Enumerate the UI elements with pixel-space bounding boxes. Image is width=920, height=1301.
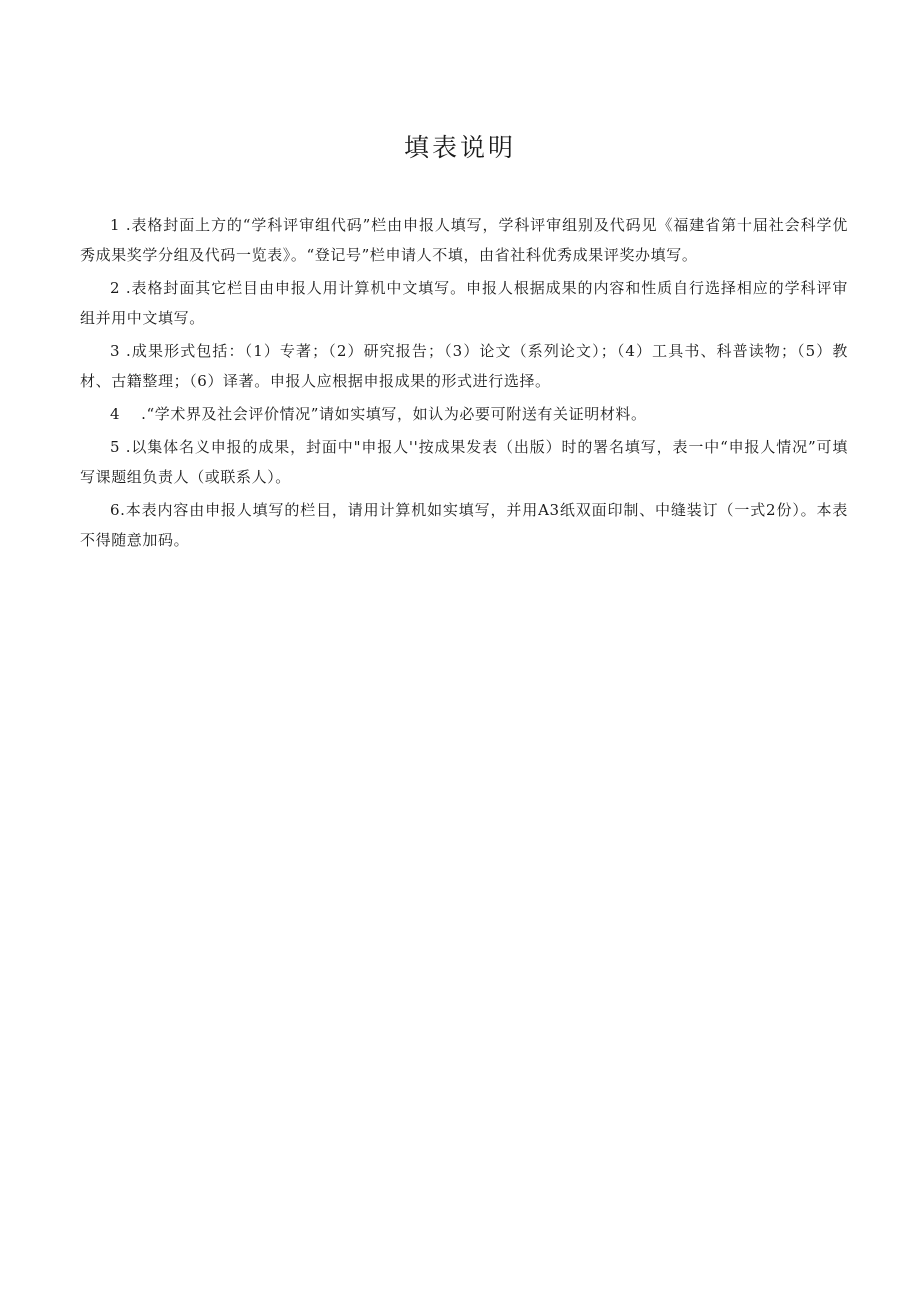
instruction-number: 2 [110,279,121,297]
instruction-text: .以集体名义申报的成果，封面中"申报人''按成果发表（出版）时的署名填写，表一中“申报人情况”可填写课题组负责人（或联系人）。 [80,438,848,486]
instruction-text: .表格封面其它栏目由申报人用计算机中文填写。申报人根据成果的内容和性质自行选择相应的学科评审组并用中文填写。 [80,279,848,327]
instruction-item-5 [80,432,848,492]
instruction-number: 4 [110,405,121,423]
instruction-item-2 [80,273,848,333]
instruction-item-3 [80,336,848,396]
instruction-text: .成果形式包括：（1）专著；（2）研究报告；（3）论文（系列论文）；（4）工具书、科普读物；（5）教材、古籍整理；（6）译著。申报人应根据申报成果的形式进行选择。 [80,342,848,390]
page-title: 填表说明 [403,133,516,162]
instruction-text: .“学术界及社会评价情况”请如实填写，如认为必要可附送有关证明材料。 [120,405,647,423]
instruction-text: .本表内容由申报人填写的栏目，请用计算机如实填写，并用A3纸双面印制、中缝装订（一式2份）。本表不得随意加码。 [80,501,848,549]
instruction-item-1 [80,210,848,270]
instruction-number: 5 [110,438,121,456]
instruction-text: .表格封面上方的“学科评审组代码”栏由申报人填写，学科评审组别及代码见《福建省第十届社会科学优秀成果奖学分组及代码一览表》。“登记号”栏申请人不填，由省社科优秀成果评奖办填写。 [80,216,848,264]
instruction-number: 1 [110,216,121,234]
instruction-item-6 [80,495,848,555]
instruction-number: 6 [110,501,121,519]
instruction-item-4 [80,399,848,429]
instructions-body [80,210,848,558]
instruction-number: 3 [110,342,121,360]
